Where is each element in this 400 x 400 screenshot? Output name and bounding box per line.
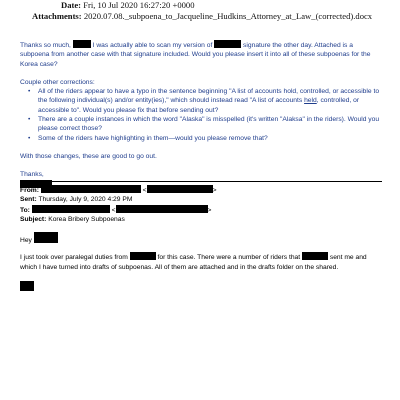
redaction-block	[302, 252, 328, 260]
corrections-intro: Couple other corrections:	[20, 78, 95, 86]
list-item-text: All of the riders appear to have a typo in the sentence beginning "A list of accounts hold, controlled, or accessible to the following individual(s) and/or entity(ies)," which should instead read "A list of accounts	[38, 88, 380, 105]
date-row	[0, 0, 400, 11]
forwarded-body	[20, 232, 382, 293]
reply-paragraph	[20, 40, 382, 69]
attachments-row	[0, 11, 400, 22]
forwarded-header	[20, 185, 382, 225]
reply-text: Thanks so much,	[20, 42, 71, 49]
redaction-block	[147, 185, 213, 193]
to-row	[20, 205, 382, 215]
forwarded-text: for this case. There were a number of riders that	[157, 254, 301, 262]
to-label: To:	[20, 206, 30, 214]
date-label: Date:	[61, 0, 82, 10]
from-label: From:	[20, 187, 39, 194]
sent-label: Sent:	[20, 196, 37, 204]
reply-text: I was actually able to scan my version of	[92, 42, 213, 49]
bullet: •	[28, 88, 31, 96]
reply-text: signature the other day. Attached is a subpoena from another case with that signature included. Would you please insert it into all of these subpoenas for the Korea case?	[20, 42, 371, 68]
bullet: •	[28, 134, 31, 142]
date-value: Fri, 10 Jul 2020 16:27:20 +0000	[83, 0, 195, 10]
redaction-block	[116, 205, 208, 213]
bracket: >	[207, 206, 212, 214]
signoff: Thanks,	[20, 171, 44, 179]
subject-row	[20, 215, 382, 224]
forwarded-paragraph	[20, 252, 382, 272]
subject-value: Korea Bribery Subpoenas	[48, 216, 125, 224]
bracket: >	[212, 187, 217, 194]
corrections-list	[20, 87, 382, 143]
bullet: •	[28, 116, 31, 124]
greeting-text: Hey	[20, 237, 32, 244]
from-row	[20, 185, 382, 195]
forwarded-text: sent me and which I have turned into drafts of subpoenas. All of them are attached and in the drafts folder on the shared.	[20, 254, 367, 271]
redaction-block	[73, 40, 91, 48]
email-metadata	[0, 0, 400, 22]
attachments-label: Attachments:	[32, 11, 82, 21]
attachment-filename[interactable]: 2020.07.08._subpoena_to_Jacqueline_Hudkins_Attorney_at_Law_(corrected).docx	[83, 11, 373, 21]
list-item-text: There are a couple instances in which the word "Alaska" is misspelled (it's written "Alaksa" in the riders). Would you please correct those?	[38, 116, 380, 133]
bracket: <	[111, 206, 116, 214]
list-item	[20, 87, 382, 115]
divider-line	[20, 181, 382, 182]
redaction-block	[130, 252, 156, 260]
list-item-text: , controlled, or accessible to". Would you please fix that before sending out?	[38, 97, 360, 114]
sent-row	[20, 195, 382, 204]
list-item	[20, 115, 382, 134]
bracket: <	[142, 187, 147, 194]
redaction-block	[32, 205, 110, 213]
reply-body	[20, 40, 382, 190]
forwarded-signature	[20, 281, 382, 293]
subject-label: Subject:	[20, 216, 47, 224]
closing-line: With those changes, these are good to go out.	[20, 152, 157, 160]
greeting	[20, 232, 382, 245]
sent-value: Thursday, July 9, 2020 4:29 PM	[38, 196, 133, 204]
redaction-block	[20, 281, 34, 291]
list-item-text: Some of the riders have highlighting in them—would you please remove that?	[38, 134, 268, 142]
redaction-block	[34, 232, 58, 243]
underlined-word: held	[304, 97, 317, 105]
redaction-block	[214, 40, 241, 48]
forwarded-text: I just took over paralegal duties from	[20, 254, 128, 262]
list-item	[20, 134, 382, 143]
redaction-block	[41, 185, 141, 193]
